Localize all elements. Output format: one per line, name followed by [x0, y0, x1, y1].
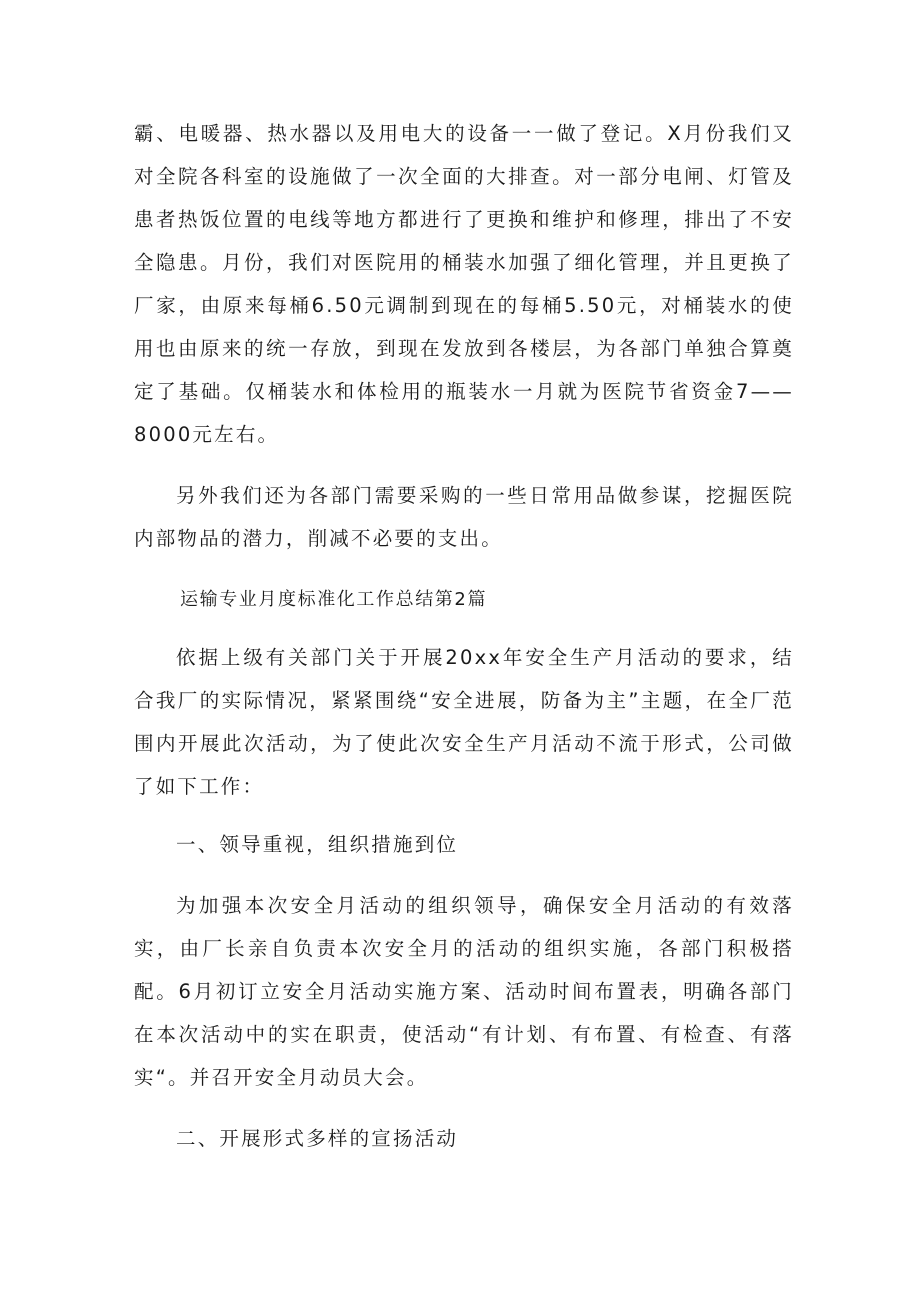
section-heading-leadership: 一、领导重视，组织措施到位 — [176, 833, 459, 856]
paragraph-facilities-water-management: 霸、电暖器、热水器以及用电大的设备一一做了登记。X月份我们又对全院各科室的设施做了一次全面的大排查。对一部分电闸、灯管及患者热饭位置的电线等地方都进行了更换和维护和修理，排出了不安全隐患。月份，我们对医院用的桶装水加强了细化管理，并且更换了厂家，由原来每桶6.50元调制到现在的每桶5.50元，对桶装水的使用也由原来的统一存放，到现在发放到各楼层，为各部门单独合算奠定了基础。仅桶装水和体检用的瓶装水一月就为医院节省资金7——8000元左右。 — [134, 122, 794, 446]
paragraph-leadership-details: 为加强本次安全月活动的组织领导，确保安全月活动的有效落实，由厂长亲自负责本次安全月的活动的组织实施，各部门积极搭配。6月初订立安全月活动实施方案、活动时间布置表，明确各部门在本次活动中的实在职责，使活动“有计划、有布置、有检查、有落实“。并召开安全月动员大会。 — [134, 894, 794, 1089]
article-title: 运输专业月度标准化工作总结第2篇 — [180, 589, 488, 610]
paragraph-safety-month-intro: 依据上级有关部门关于开展20xx年安全生产月活动的要求，结合我厂的实际情况，紧紧围绕“安全进展，防备为主”主题，在全厂范围内开展此次活动，为了使此次安全生产月活动不流于形式，公司做了如下工作： — [134, 646, 794, 798]
section-heading-publicity: 二、开展形式多样的宣扬活动 — [176, 1127, 459, 1150]
document-body — [134, 112, 794, 1160]
paragraph-procurement-advice: 另外我们还为各部门需要采购的一些日常用品做参谋，挖掘医院内部物品的潜力，削减不必要的支出。 — [134, 484, 794, 550]
